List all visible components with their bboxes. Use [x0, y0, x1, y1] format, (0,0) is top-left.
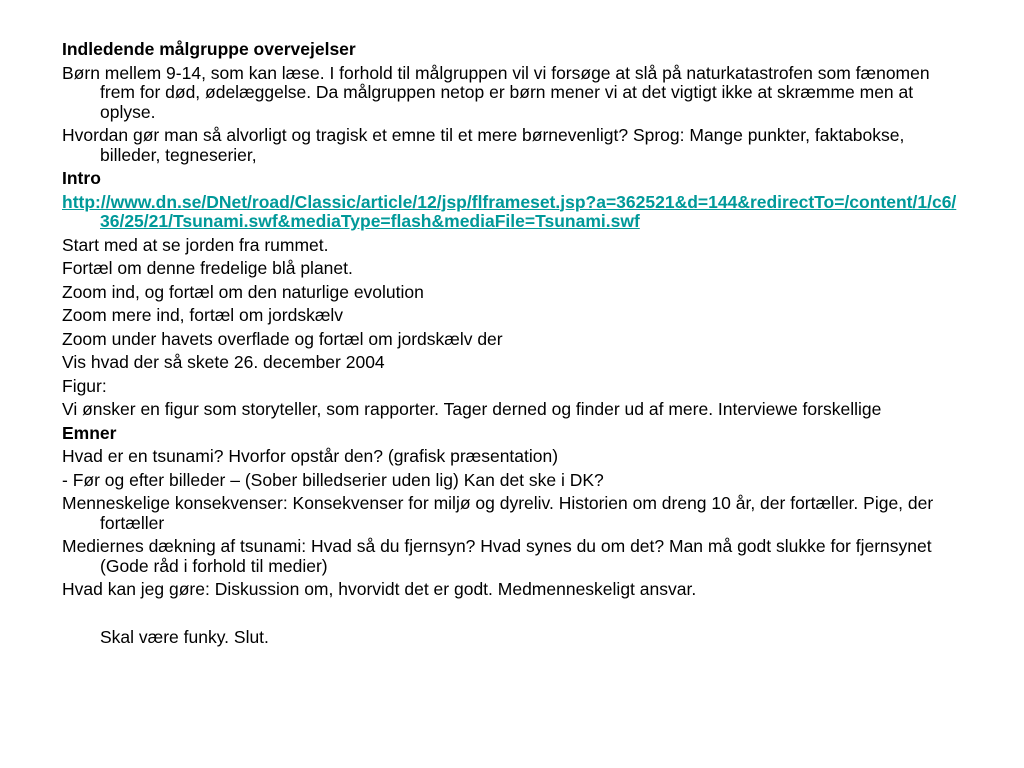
intro-line: Zoom mere ind, fortæl om jordskælv — [62, 305, 344, 325]
topic-line: - Før og efter billeder – (Sober billedserier uden lig) Kan det ske i DK? — [62, 469, 604, 490]
intro-line: Start med at se jorden fra rummet. — [62, 234, 329, 255]
intro-line: Zoom ind, og fortæl om den naturlige evolution — [62, 281, 424, 302]
blank-line — [62, 604, 962, 624]
topic-line: Mediernes dækning af tsunami: Hvad så du fjernsyn? Hvad synes du om det? Man må godt slukke for fjernsynet (Gode råd i forhold til medier) — [62, 536, 932, 576]
intro-line: Vis hvad der så skete 26. december 2004 — [62, 352, 385, 372]
topic-line: Hvad er en tsunami? Hvorfor opstår den? (grafisk præsentation) — [62, 446, 559, 466]
intro-line: Fortæl om denne fredelige blå planet. — [62, 258, 353, 278]
intro-link[interactable]: http://www.dn.se/DNet/road/Classic/article/12/jsp/flframeset.jsp?a=362521&d=144&redirectTo=/content/1/c6/36/25/21/Tsunami.swf&mediaType=flash&mediaFile=Tsunami.swf — [62, 191, 957, 231]
paragraph-target-group: Børn mellem 9-14, som kan læse. I forhold til målgruppen vil vi forsøge at slå på naturkatastrofen som fænomen frem for død, ødelæggelse. Da målgruppen netop er børn mener vi at det vigtigt ikke at skræmme men at oplyse. — [62, 62, 930, 122]
intro-line: Figur: — [62, 375, 107, 396]
heading-intro: Intro — [62, 168, 101, 188]
document-body — [62, 40, 962, 651]
intro-line: Zoom under havets overflade og fortæl om jordskælv der — [62, 328, 503, 349]
topic-line: Menneskelige konsekvenser: Konsekvenser for miljø og dyreliv. Historien om dreng 10 år, der fortæller. Pige, der fortæller — [62, 493, 934, 533]
paragraph-how: Hvordan gør man så alvorligt og tragisk et emne til et mere børnevenligt? Sprog: Mange punkter, faktabokse, billeder, tegneserier, — [62, 125, 905, 165]
intro-line: Vi ønsker en figur som storyteller, som rapporter. Tager derned og finder ud af mere. Interviewe forskellige — [62, 399, 882, 419]
heading-target-group: Indledende målgruppe overvejelser — [62, 39, 356, 59]
closing-line: Skal være funky. Slut. — [100, 626, 269, 647]
topic-line: Hvad kan jeg gøre: Diskussion om, hvorvidt det er godt. Medmenneskeligt ansvar. — [62, 579, 697, 599]
heading-topics: Emner — [62, 422, 117, 443]
